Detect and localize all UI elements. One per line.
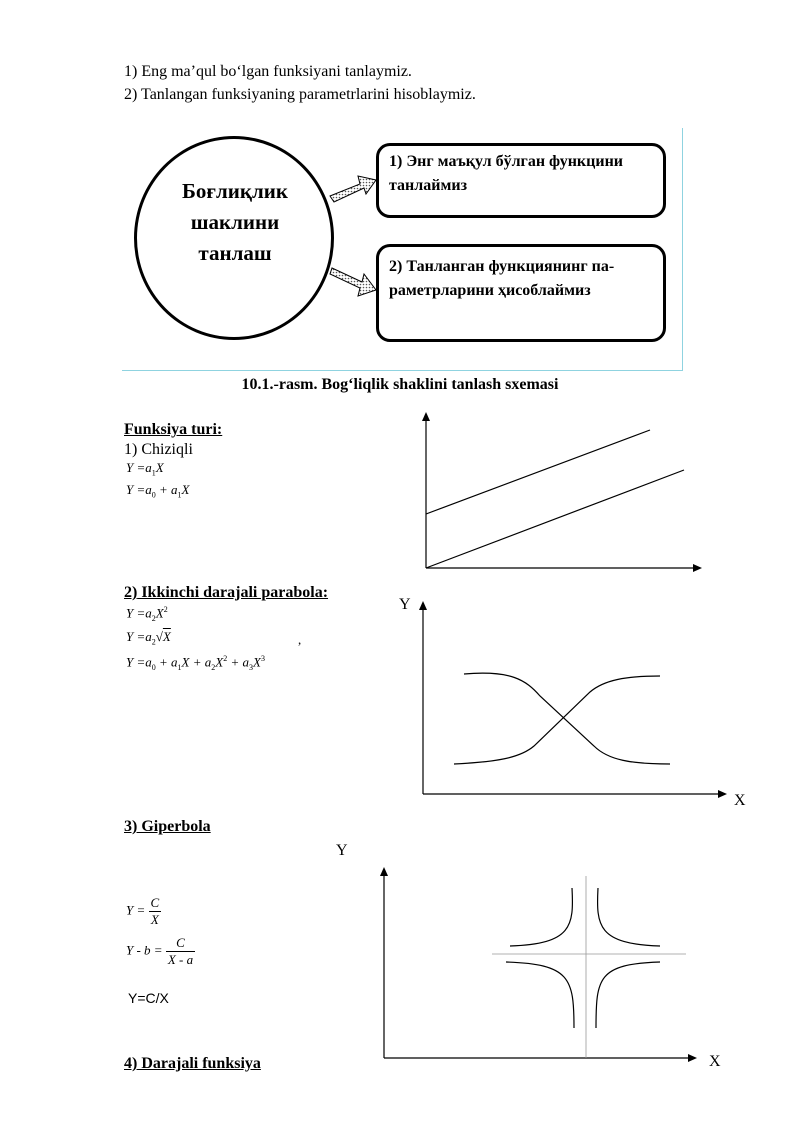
parabola-y-arrow-icon [419, 601, 427, 610]
circle-line-1: Боғлиқлик [182, 179, 288, 203]
hyperbola-branch-top-left [510, 888, 572, 946]
formula1-numerator: C [150, 895, 160, 910]
parabola-curve-decreasing [464, 673, 670, 764]
formula-hyperbola-1 [126, 895, 161, 928]
linear-graph [418, 412, 708, 576]
section2-heading [124, 583, 328, 603]
section1-heading: Funksiya turi: [124, 421, 223, 438]
section2-heading-text: Ikkinchi darajali parabola: [137, 584, 329, 601]
arrow-upper-icon [330, 176, 376, 202]
formula2-lhs: Y - b = [126, 942, 163, 958]
parabola-graph [416, 600, 732, 800]
scheme-box-select [376, 143, 666, 218]
formula-linear-1: $Y =a_1X$ [126, 460, 164, 478]
linear-line-lower [426, 470, 684, 568]
hyperbola-branch-top-right [598, 888, 660, 946]
hyperbola-x-label: X [709, 1053, 721, 1070]
formula1-lhs: Y = [126, 902, 146, 918]
hyperbola-y-arrow-icon [380, 867, 388, 876]
formula-parabola-3: $Y =a_0 + a_1X + a_2X^2 + a_3X^3$ [126, 654, 265, 672]
formula-comma: , [298, 632, 302, 647]
hyperbola-branch-bottom-right [596, 962, 660, 1028]
scheme-box-calculate [376, 244, 666, 342]
formula-parabola-2: $Y =a_2√X$ [126, 629, 171, 647]
parabola-curve-increasing [454, 676, 660, 764]
intro-line-1: 1) Eng ma’qul bo‘lgan funksiyani tanlaymiz. [124, 63, 412, 80]
linear-x-arrow-icon [693, 564, 702, 572]
formula1-fraction [149, 895, 162, 928]
scheme-arrows [326, 160, 382, 310]
section4-heading: 4) Darajali funksiya [124, 1055, 261, 1072]
box1-line-1: 1) Энг маъқул бўлган функцини [389, 153, 624, 170]
formula2-fraction [166, 935, 195, 968]
linear-line-upper [426, 430, 650, 514]
formula-parabola-1: $Y =a_2X^2$ [126, 605, 168, 623]
formula1-denominator: X [150, 912, 159, 927]
circle-line-2: шаклини [190, 210, 280, 234]
parabola-x-arrow-icon [718, 790, 727, 798]
section3-heading: 3) Giperbola [124, 818, 211, 835]
section2-heading-num: 2) [124, 584, 138, 601]
scheme-circle-text [150, 176, 320, 269]
hyperbola-graph [376, 866, 706, 1064]
box1-line-2: танлаймиз [389, 177, 468, 194]
figure-caption: 10.1.-rasm. Bog‘liqlik shaklini tanlash sxemasi [241, 376, 559, 393]
formula-linear-2: $Y =a_0 + a_1X$ [126, 482, 190, 500]
formula-hyperbola-3: Y=C/X [128, 990, 169, 1006]
box2-line-1: 2) Танланган функциянинг па- [389, 258, 615, 275]
formula2-numerator: C [166, 935, 195, 952]
circle-line-3: танлаш [198, 241, 272, 265]
parabola-y-label: Y [399, 596, 411, 613]
hyperbola-x-arrow-icon [688, 1054, 697, 1062]
parabola-x-label: X [734, 792, 746, 809]
arrow-lower-icon [330, 268, 376, 296]
box2-line-2: раметрларини ҳисоблаймиз [389, 282, 591, 299]
linear-y-arrow-icon [422, 412, 430, 421]
hyperbola-branch-bottom-left [506, 962, 574, 1028]
formula2-denominator: X - a [167, 952, 194, 967]
intro-line-2: 2) Tanlangan funksiyaning parametrlarini hisoblaymiz. [124, 86, 476, 103]
formula-hyperbola-2 [126, 935, 195, 968]
section1-subheading: 1) Chiziqli [124, 441, 193, 458]
hyperbola-y-label: Y [336, 842, 348, 859]
